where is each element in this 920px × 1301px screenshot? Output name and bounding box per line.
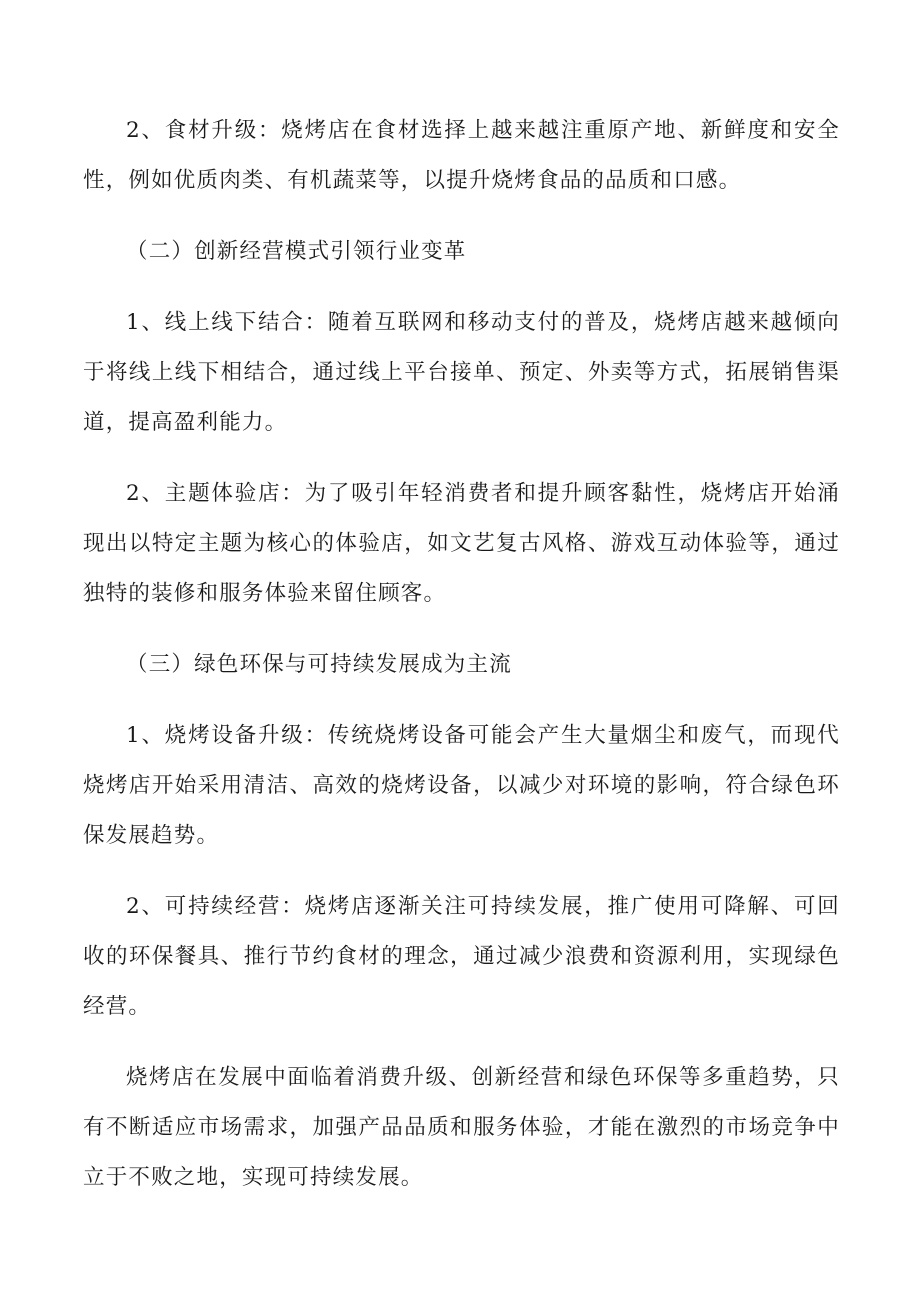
section-heading-green-sustainability: （三）绿色环保与可持续发展成为主流 — [126, 652, 512, 677]
paragraph-ingredient-upgrade: 2、食材升级：烧烤店在食材选择上越来越注重原产地、新鲜度和安全性，例如优质肉类、有机蔬菜等，以提升烧烤食品的品质和口感。 — [83, 118, 840, 193]
paragraph-theme-store: 2、主题体验店：为了吸引年轻消费者和提升顾客黏性，烧烤店开始涌现出以特定主题为核心的体验店，如文艺复古风格、游戏互动体验等，通过独特的装修和服务体验来留住顾客。 — [83, 481, 840, 606]
document-body — [83, 106, 840, 1224]
paragraph-equipment-upgrade: 1、烧烤设备升级：传统烧烤设备可能会产生大量烟尘和废气，而现代烧烤店开始采用清洁、高效的烧烤设备，以减少对环境的影响，符合绿色环保发展趋势。 — [83, 723, 840, 848]
paragraph-sustainable-operation: 2、可持续经营：烧烤店逐渐关注可持续发展，推广使用可降解、可回收的环保餐具、推行节约食材的理念，通过减少浪费和资源利用，实现绿色经营。 — [83, 894, 840, 1019]
paragraph-conclusion: 烧烤店在发展中面临着消费升级、创新经营和绿色环保等多重趋势，只有不断适应市场需求，加强产品品质和服务体验，才能在激烈的市场竞争中立于不败之地，实现可持续发展。 — [83, 1065, 840, 1190]
paragraph-online-offline: 1、线上线下结合：随着互联网和移动支付的普及，烧烤店越来越倾向于将线上线下相结合，通过线上平台接单、预定、外卖等方式，拓展销售渠道，提高盈利能力。 — [83, 310, 840, 435]
section-heading-business-model: （二）创新经营模式引领行业变革 — [126, 239, 467, 264]
